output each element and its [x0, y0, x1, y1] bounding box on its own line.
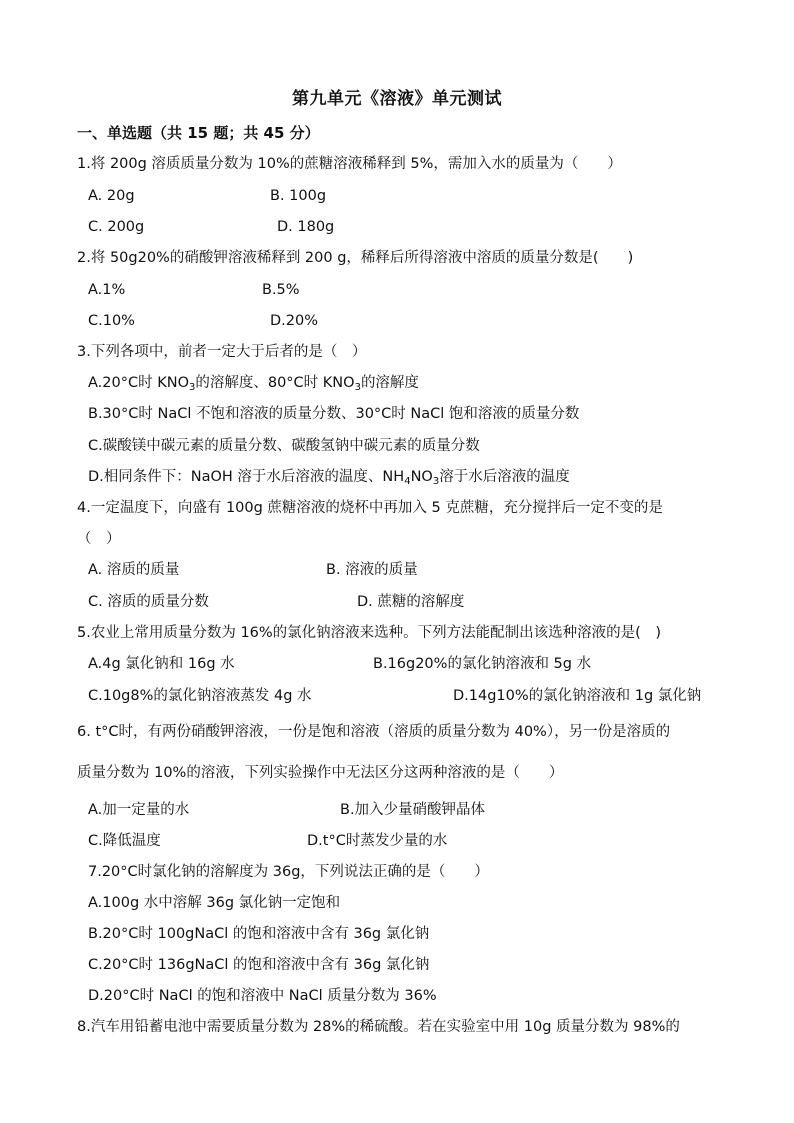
- question-1-option-c: C. 200g: [88, 219, 145, 235]
- question-7-option-c: C.20°C时 136gNaCl 的饱和溶液中含有 36g 氯化钠: [88, 957, 430, 973]
- question-3-option-b: B.30°C时 NaCl 不饱和溶液的质量分数、30°C时 NaCl 饱和溶液的质量分数: [88, 406, 580, 422]
- question-8-stem: 8.汽车用铅蓄电池中需要质量分数为 28%的稀硫酸。若在实验室中用 10g 质量分数为 98%的: [77, 1019, 680, 1035]
- question-4-stem-continued: （ ）: [77, 531, 121, 547]
- question-3-option-c: C.碳酸镁中碳元素的质量分数、碳酸氢钠中碳元素的质量分数: [88, 438, 480, 454]
- question-3-option-d: D.相同条件下：NaOH 溶于水后溶液的温度、$NH_4NO_3$溶于水后溶液的温度: [88, 469, 570, 487]
- question-2-option-d: D.20%: [270, 313, 319, 329]
- question-2-option-c: C.10%: [88, 313, 135, 329]
- question-4-option-b: B. 溶液的质量: [326, 562, 418, 578]
- section-heading: 一、单选题（共 15 题；共 45 分）: [77, 124, 320, 142]
- page-title: 第九单元《溶液》单元测试: [292, 89, 502, 109]
- question-5-option-b: B.16g20%的氯化钠溶液和 5g 水: [373, 656, 592, 672]
- question-2-option-a: A.1%: [88, 282, 126, 298]
- question-6-option-c: C.降低温度: [88, 833, 161, 849]
- question-6-option-a: A.加一定量的水: [88, 802, 190, 818]
- question-4-stem: 4.一定温度下，向盛有 100g 蔗糖溶液的烧杯中再加入 5 克蔗糖，充分搅拌后一定不变的是: [77, 500, 663, 516]
- question-5-option-a: A.4g 氯化钠和 16g 水: [88, 656, 235, 672]
- question-4-option-a: A. 溶质的质量: [88, 562, 180, 578]
- question-7-option-d: D.20°C时 NaCl 的饱和溶液中 NaCl 质量分数为 36%: [88, 988, 437, 1004]
- question-3-option-a: A.20°C时 $KNO_3$的溶解度、80°C时 $KNO_3$的溶解度: [88, 375, 419, 393]
- question-1-option-a: A. 20g: [88, 188, 135, 204]
- question-3-stem: 3.下列各项中，前者一定大于后者的是（ ）: [77, 344, 367, 360]
- question-5-option-d: D.14g10%的氯化钠溶液和 1g 氯化钠: [453, 688, 702, 704]
- question-6-stem: 6. t°C时，有两份硝酸钾溶液，一份是饱和溶液（溶质的质量分数为 40%），另一份是溶质的: [77, 724, 671, 740]
- question-7-stem: 7.20°C时氯化钠的溶解度为 36g，下列说法正确的是（ ）: [88, 864, 489, 880]
- question-2-stem: 2.将 50g20%的硝酸钾溶液稀释到 200 g，稀释后所得溶液中溶质的质量分数是( ): [77, 250, 634, 266]
- question-1-stem: 1.将 200g 溶质质量分数为 10%的蔗糖溶液稀释到 5%，需加入水的质量为（ ）: [77, 156, 622, 172]
- question-4-option-d: D. 蔗糖的溶解度: [357, 594, 465, 610]
- question-6-option-b: B.加入少量硝酸钾晶体: [340, 802, 486, 818]
- question-7-option-a: A.100g 水中溶解 36g 氯化钠一定饱和: [88, 895, 341, 911]
- question-5-option-c: C.10g8%的氯化钠溶液蒸发 4g 水: [88, 688, 312, 704]
- question-4-option-c: C. 溶质的质量分数: [88, 594, 209, 610]
- question-6-option-d: D.t°C时蒸发少量的水: [307, 833, 448, 849]
- question-1-option-b: B. 100g: [270, 188, 327, 204]
- question-1-option-d: D. 180g: [277, 219, 335, 235]
- question-6-stem-continued: 质量分数为 10%的溶液，下列实验操作中无法区分这两种溶液的是（ ）: [77, 765, 564, 781]
- question-7-option-b: B.20°C时 100gNaCl 的饱和溶液中含有 36g 氯化钠: [88, 926, 430, 942]
- question-5-stem: 5.农业上常用质量分数为 16%的氯化钠溶液来选种。下列方法能配制出该选种溶液的是( ): [77, 625, 661, 641]
- question-2-option-b: B.5%: [262, 282, 300, 298]
